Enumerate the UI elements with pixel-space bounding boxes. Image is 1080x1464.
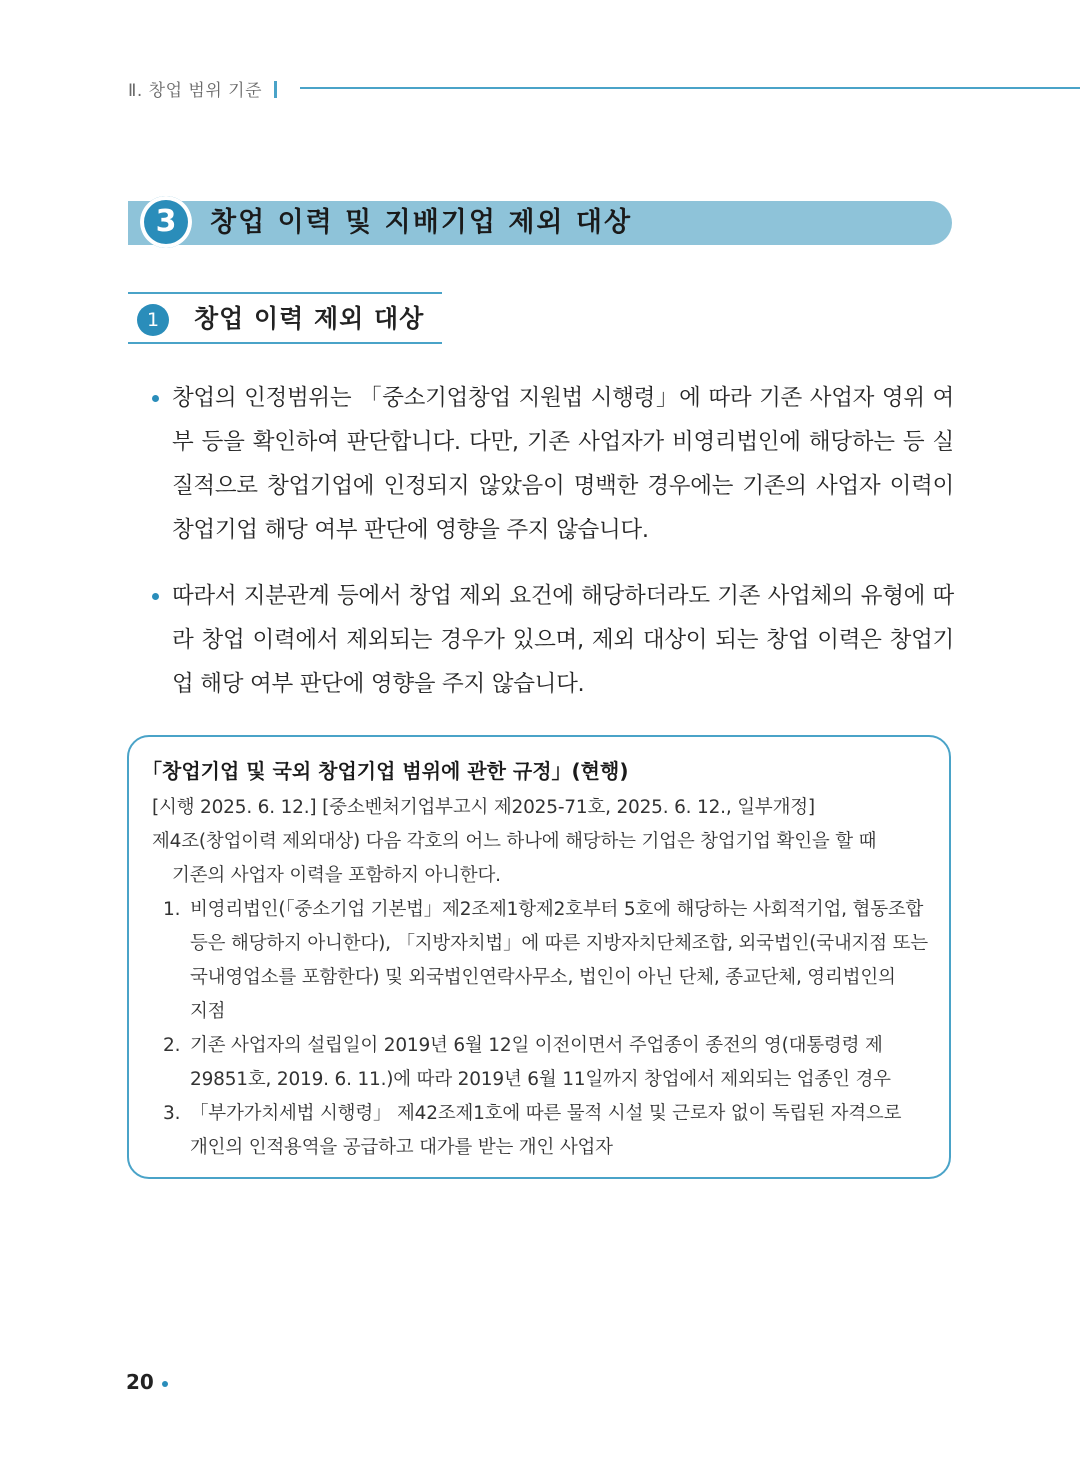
subsection-title: 창업 이력 제외 대상	[194, 304, 425, 333]
bullet-item: 따라서 지분관계 등에서 창업 제외 요건에 해당하더라도 기존 사업체의 유형에 따라 창업 이력에서 제외되는 경우가 있으며, 제외 대상이 되는 창업 이력은 창업기업 해당 여부 판단에 영향을 주지 않습니다.	[150, 574, 954, 706]
bullet-item: 창업의 인정범위는 「중소기업창업 지원법 시행령」에 따라 기존 사업자 영위 여부 등을 확인하여 판단합니다. 다만, 기존 사업자가 비영리법인에 해당하는 등 실질적으로 창업기업에 인정되지 않았음이 명백한 경우에는 기존의 사업자 이력이 창업기업 해당 여부 판단에 영향을 주지 않습니다.	[150, 376, 954, 552]
regulation-enforcement: [시행 2025. 6. 12.] [중소벤처기업부고시 제2025-71호, 2025. 6. 12., 일부개정]	[152, 797, 815, 818]
regulation-item	[152, 893, 936, 1029]
subsection-number-badge: 1	[137, 304, 169, 336]
running-head-bar	[274, 81, 277, 98]
regulation-item-line: 개인의 인적용역을 공급하고 대가를 받는 개인 사업자	[190, 1137, 613, 1158]
regulation-article-line: 제4조(창업이력 제외대상) 다음 각호의 어느 하나에 해당하는 기업은 창업기업 확인을 할 때	[152, 831, 877, 852]
regulation-item-line: 29851호, 2019. 6. 11.)에 따라 2019년 6월 11일까지 창업에서 제외되는 업종인 경우	[190, 1069, 891, 1090]
regulation-item-line: 국내영업소를 포함한다) 및 외국법인연락사무소, 법인이 아닌 단체, 종교단체, 영리법인의	[190, 967, 896, 988]
section-number-badge: 3	[140, 196, 192, 248]
regulation-body	[152, 791, 936, 1165]
regulation-item	[152, 1097, 936, 1165]
regulation-title: 「창업기업 및 국외 창업기업 범위에 관한 규정」(현행)	[142, 759, 629, 783]
subsection-rule-bottom	[128, 342, 442, 344]
running-head-text: Ⅱ. 창업 범위 기준	[128, 81, 263, 101]
running-head	[128, 76, 277, 101]
regulation-item-number: 1.	[163, 899, 181, 920]
regulation-article-line: 기존의 사업자 이력을 포함하지 아니한다.	[172, 865, 501, 886]
regulation-item-number: 3.	[163, 1103, 181, 1124]
section-title: 창업 이력 및 지배기업 제외 대상	[210, 207, 633, 238]
running-head-rule	[300, 87, 1080, 89]
regulation-item-number: 2.	[163, 1035, 181, 1056]
bullet-list	[150, 376, 954, 728]
regulation-item-line: 등은 해당하지 아니한다), 「지방자치법」에 따른 지방자치단체조합, 외국법인(국내지점 또는	[190, 933, 928, 954]
regulation-item-line: 비영리법인(「중소기업 기본법」제2조제1항제2호부터 5호에 해당하는 사회적기업, 협동조합	[190, 899, 924, 920]
regulation-item-line: 지점	[190, 1001, 226, 1022]
page-number-dot	[162, 1381, 168, 1387]
subsection-rule-top	[128, 292, 442, 294]
regulation-item	[152, 1029, 936, 1097]
regulation-item-line: 「부가가치세법 시행령」 제42조제1호에 따른 물적 시설 및 근로자 없이 독립된 자격으로	[190, 1103, 902, 1124]
page-number: 20	[126, 1370, 154, 1394]
regulation-item-line: 기존 사업자의 설립일이 2019년 6월 12일 이전이면서 주업종이 종전의 영(대통령령 제	[190, 1035, 883, 1056]
